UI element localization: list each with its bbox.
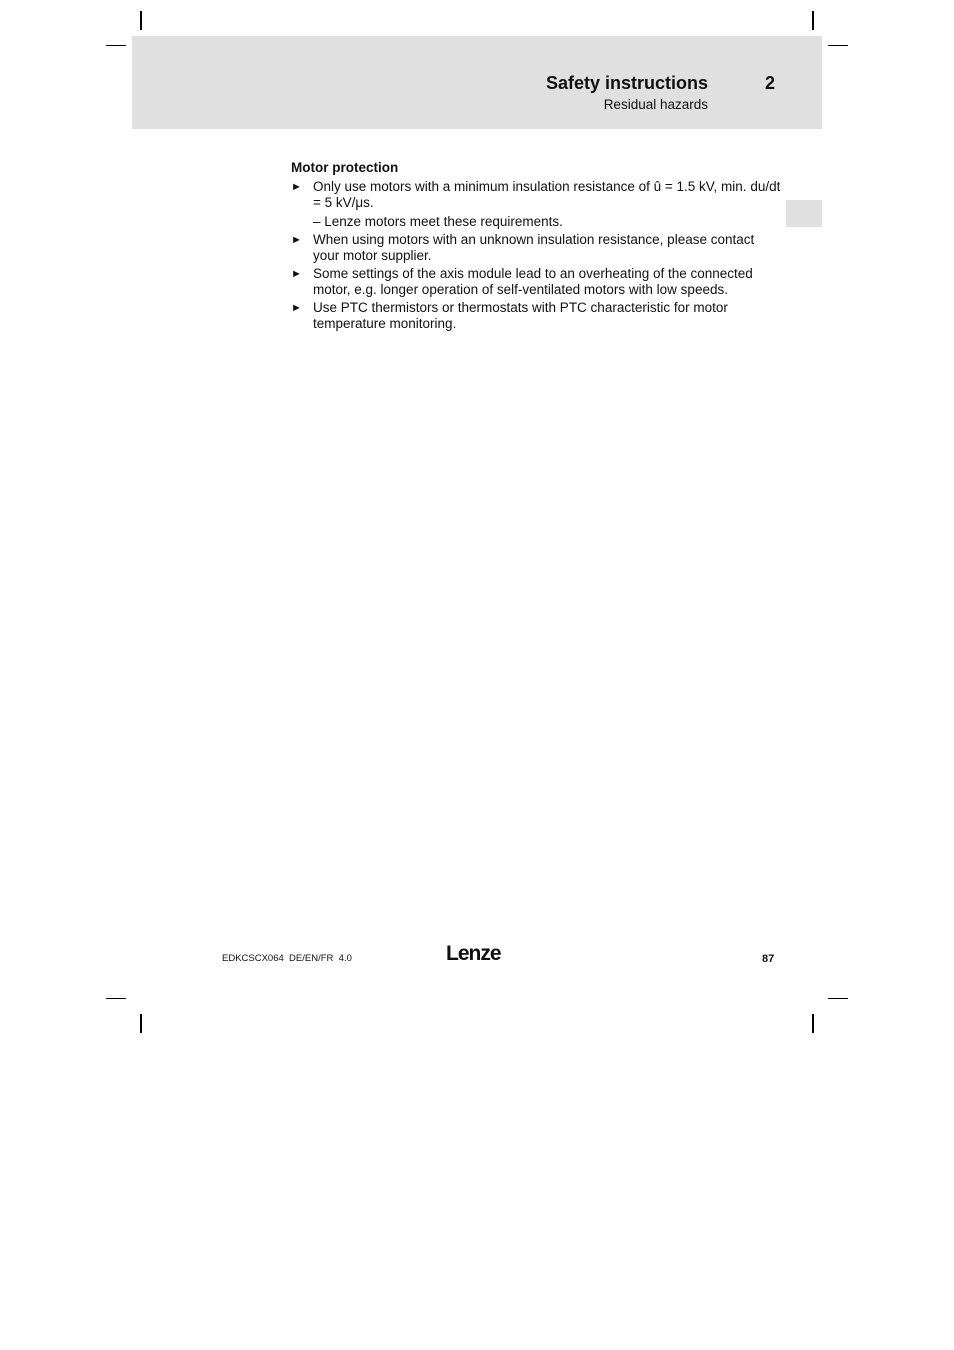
list-item-text: Use PTC thermistors or thermostats with PTC characteristic for motor temperature monitoring.: [313, 300, 728, 331]
list-item-text: When using motors with an unknown insulation resistance, please contact your motor supplier.: [313, 232, 755, 263]
bullet-arrow-icon: ►: [291, 181, 302, 193]
crop-mark: [828, 998, 848, 999]
chapter-side-tab: [786, 200, 822, 227]
bullet-list: [291, 179, 781, 332]
chapter-number: 2: [765, 73, 776, 93]
crop-mark: [812, 1014, 814, 1033]
bullet-arrow-icon: ►: [291, 234, 302, 246]
list-item-text: Only use motors with a minimum insulation resistance of û = 1.5 kV, min. du/dt = 5 kV/μs.: [313, 179, 781, 210]
document-id: EDKCSCX064 DE/EN/FR 4.0: [222, 953, 352, 964]
list-item-subnote: – Lenze motors meet these requirements.: [313, 214, 563, 229]
list-item-text: Some settings of the axis module lead to an overheating of the connected motor, e.g. longer operation of self-ventilated motors with low speeds.: [313, 266, 753, 297]
lenze-logo: Lenze: [446, 942, 501, 965]
main-content: [291, 160, 781, 334]
bullet-arrow-icon: ►: [291, 268, 302, 280]
crop-mark: [140, 11, 142, 30]
section-heading: Motor protection: [291, 160, 399, 175]
header-band: [132, 36, 822, 129]
section-subtitle: Residual hazards: [603, 97, 708, 112]
crop-mark: [106, 45, 126, 46]
crop-mark: [106, 998, 126, 999]
crop-mark: [812, 11, 814, 30]
bullet-arrow-icon: ►: [291, 302, 302, 314]
list-item: [291, 179, 781, 230]
list-item: [291, 300, 781, 332]
list-item: [291, 266, 781, 298]
crop-mark: [140, 1014, 142, 1033]
page-number: 87: [762, 953, 775, 965]
chapter-title: Safety instructions: [545, 73, 708, 93]
crop-mark: [828, 45, 848, 46]
list-item: [291, 232, 781, 264]
